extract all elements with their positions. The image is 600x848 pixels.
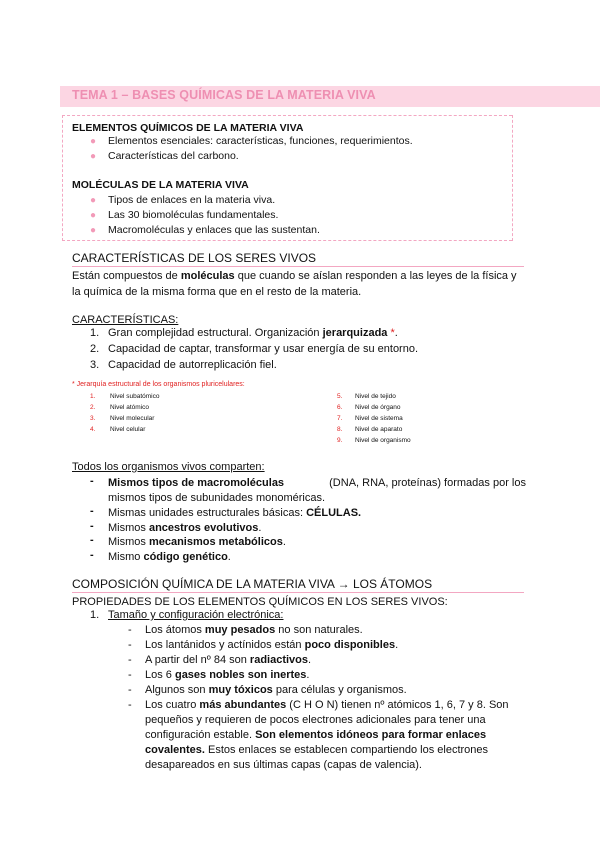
summary-item: Macromoléculas y enlaces que las sustentan. (108, 224, 320, 236)
summary-item: Tipos de enlaces en la materia viva. (108, 194, 276, 206)
level-number: 9. (337, 437, 343, 444)
dash-bullet: - (128, 639, 132, 651)
dash-bullet: - (128, 624, 132, 636)
dash-bullet: - (90, 534, 94, 546)
summary-item: Elementos esenciales: características, funciones, requerimientos. (108, 135, 413, 147)
list-item: Capacidad de autorreplicación fiel. (108, 359, 277, 371)
dash-bullet: - (90, 475, 94, 487)
bullet-icon: ● (90, 151, 97, 162)
dash-bullet: - (128, 669, 132, 681)
bullet-icon: ● (90, 195, 97, 206)
level-number: 2. (90, 404, 96, 411)
share-item: Mismas unidades estructurales básicas: CÉLULAS. (108, 507, 362, 519)
section-heading-composicion: COMPOSICIÓN QUÍMICA DE LA MATERIA VIVA → LOS ÁTOMOS (72, 577, 433, 591)
property-item-cont: configuración estable. Son elementos idóneos para formar enlaces (145, 729, 487, 741)
level-number: 7. (337, 415, 343, 422)
level-number: 1. (90, 393, 96, 400)
level-number: 5. (337, 393, 343, 400)
intro-paragraph-line1: Están compuestos de moléculas que cuando se aíslan responden a las leyes de la física y (72, 270, 517, 282)
level-label: Nivel celular (110, 426, 146, 433)
level-label: Nivel subatómico (110, 393, 160, 400)
caracteristicas-label: CARACTERÍSTICAS: (72, 314, 179, 326)
list-number: 3. (90, 359, 100, 371)
share-label: Todos los organismos vivos comparten: (72, 461, 265, 473)
bullet-icon: ● (90, 225, 97, 236)
summary-heading-elements: ELEMENTOS QUÍMICOS DE LA MATERIA VIVA (72, 122, 304, 134)
dash-bullet: - (90, 505, 94, 517)
property-item: Los átomos muy pesados no son naturales. (145, 624, 363, 636)
level-number: 4. (90, 426, 96, 433)
share-item: Mismo código genético. (108, 551, 231, 563)
property-item: Los cuatro más abundantes (C H O N) tienen nº atómicos 1, 6, 7 y 8. Son (145, 699, 509, 711)
property-item: A partir del nº 84 son radiactivos. (145, 654, 312, 666)
property-item: Algunos son muy tóxicos para células y organismos. (145, 684, 407, 696)
share-item: Mismos ancestros evolutivos. (108, 522, 262, 534)
property-item-cont: desapareados en sus últimas capas (capas de valencia). (145, 759, 422, 771)
level-label: Nivel molecular (110, 415, 155, 422)
bullet-icon: ● (90, 136, 97, 147)
dash-bullet: - (90, 549, 94, 561)
footnote: * Jerarquía estructural de los organismos pluricelulares: (72, 381, 245, 388)
intro-paragraph-line2: la química de la misma forma que en el resto de la materia. (72, 286, 362, 298)
bullet-icon: ● (90, 210, 97, 221)
section-heading-seres-vivos: CARACTERÍSTICAS DE LOS SERES VIVOS (72, 251, 317, 265)
dash-bullet: - (128, 699, 132, 711)
list-number: 2. (90, 343, 100, 355)
section-underline (72, 592, 524, 593)
level-label: Nivel de tejido (355, 393, 396, 400)
list-item: Tamaño y configuración electrónica: (108, 609, 284, 621)
level-label: Nivel de aparato (355, 426, 403, 433)
property-item-cont: covalentes. Estos enlaces se establecen compartiendo los electrones (145, 744, 489, 756)
list-item: Gran complejidad estructural. Organización jerarquizada *. (108, 327, 398, 339)
level-label: Nivel atómico (110, 404, 150, 411)
property-item-cont: pequeños y requieren de pocos electrones adicionales para tener una (145, 714, 486, 726)
share-item-cont: mismos tipos de subunidades monoméricas. (108, 492, 326, 504)
level-label: Nivel de organismo (355, 437, 411, 444)
section-underline (72, 266, 524, 267)
level-number: 3. (90, 415, 96, 422)
property-item: Los lantánidos y actínidos están poco disponibles. (145, 639, 399, 651)
share-item: Mismos tipos de macromoléculas (DNA, RNA, proteínas) formadas por los (108, 477, 526, 489)
page-title: TEMA 1 – BASES QUÍMICAS DE LA MATERIA VIVA (72, 88, 376, 102)
summary-box-right-border (512, 115, 513, 241)
summary-item: Las 30 biomoléculas fundamentales. (108, 209, 279, 221)
dash-bullet: - (90, 520, 94, 532)
list-number: 1. (90, 609, 100, 621)
summary-heading-molecules: MOLÉCULAS DE LA MATERIA VIVA (72, 179, 249, 191)
dash-bullet: - (128, 684, 132, 696)
level-label: Nivel de sistema (355, 415, 403, 422)
list-number: 1. (90, 327, 100, 339)
level-number: 8. (337, 426, 343, 433)
summary-box-left-border (62, 115, 63, 241)
list-item: Capacidad de captar, transformar y usar energía de su entorno. (108, 343, 419, 355)
summary-item: Características del carbono. (108, 150, 239, 162)
level-label: Nivel de órgano (355, 404, 401, 411)
share-item: Mismos mecanismos metabólicos. (108, 536, 286, 548)
dash-bullet: - (128, 654, 132, 666)
composicion-subheading: PROPIEDADES DE LOS ELEMENTOS QUÍMICOS EN LOS SERES VIVOS: (72, 596, 448, 608)
level-number: 6. (337, 404, 343, 411)
property-item: Los 6 gases nobles son inertes. (145, 669, 310, 681)
